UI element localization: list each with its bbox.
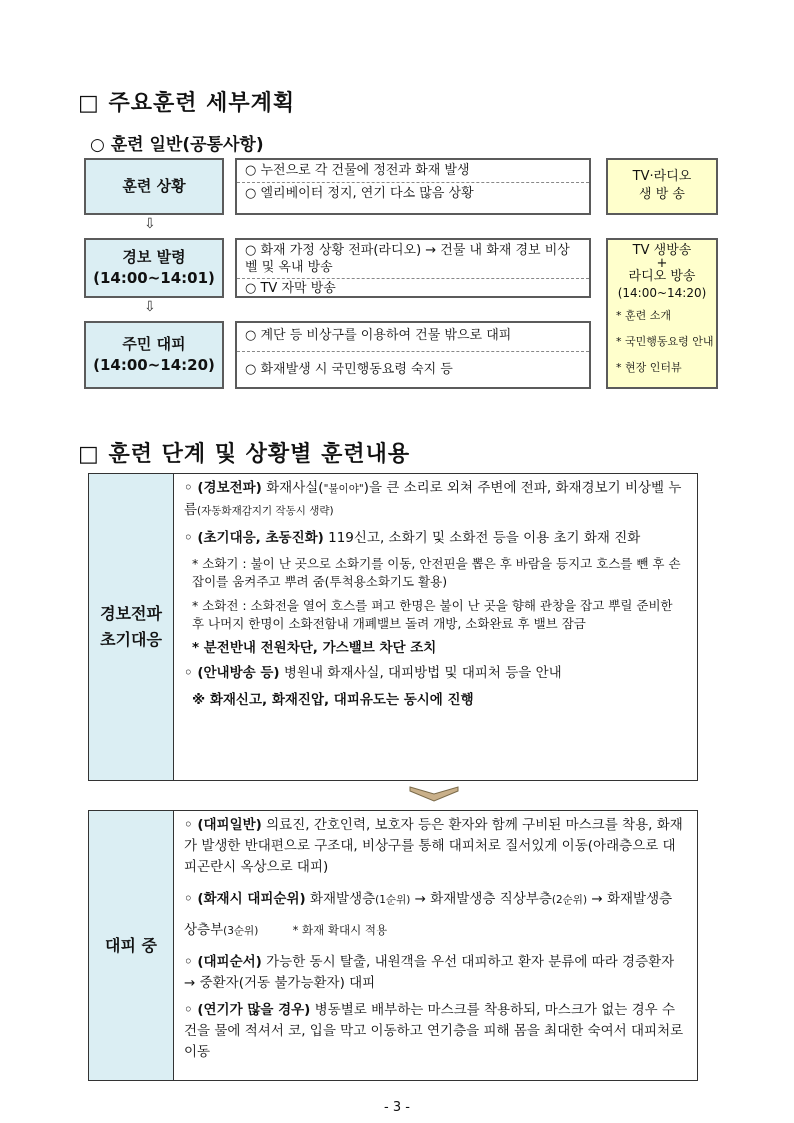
chevron-down-icon	[408, 785, 460, 803]
broadcast-time: (14:00~14:20)	[617, 286, 707, 301]
label-time: (14:00~14:01)	[93, 269, 215, 287]
list-item: ◦ (경보전파) 화재사실("불이야")을 큰 소리로 외쳐 주변에 전파, 화재경보기 비상벨 누름(자동화재감지기 작동시 생략)	[184, 480, 682, 518]
list-item: ◦ (안내방송 등) 병원내 화재사실, 대피방법 및 대피처 등을 안내	[184, 665, 562, 681]
broadcast-note: * 국민행동요령 안내	[616, 335, 714, 349]
broadcast-note: * 훈련 소개	[616, 309, 671, 323]
block1-label-line2: 초기대응	[100, 630, 162, 649]
alarm-initial-response-table	[88, 473, 698, 781]
list-item: ○ 화재 가정 상황 전파(라디오) → 건물 내 화재 경보 비상벨 및 옥내 방송	[245, 243, 570, 275]
list-item: ◦ (대피순서) 가능한 동시 탈출, 내원객을 우선 대피하고 환자 분류에 따라 경증환자 → 중환자(거동 불가능환자) 대피	[184, 954, 675, 991]
label-text: 경보 발령	[122, 248, 186, 266]
block2-label: 대피 중	[89, 811, 174, 1081]
label-evacuation	[84, 321, 224, 389]
content-evacuation	[235, 321, 591, 389]
content-alarm	[235, 238, 591, 298]
label-text: 훈련 상황	[122, 177, 186, 195]
block2-content	[174, 811, 698, 1081]
tv-line2: 생 방 송	[639, 186, 685, 202]
bold-note: * 분전반내 전원차단, 가스밸브 차단 조치	[192, 640, 437, 656]
block1-label	[89, 474, 174, 781]
list-item: ◦ (화재시 대피순위) 화재발생층(1순위) → 화재발생층 직상부층(2순위) → 화재발생층 상층부(3순위) * 화재 확대시 적용	[184, 891, 673, 938]
list-item: ◦ (대피일반) 의료진, 간호인력, 보호자 등은 환자와 함께 구비된 마스크를 착용, 화재가 발생한 반대편으로 구조대, 비상구를 통해 대피처로 질서있게 이동(아래층으로 대피곤란시 옥상으로 대피)	[184, 817, 683, 875]
broadcast-plus: +	[656, 255, 668, 271]
label-text: 주민 대피	[122, 335, 186, 353]
list-item: ○ 계단 등 비상구를 이용하여 건물 밖으로 대피	[245, 328, 512, 343]
label-time: (14:00~14:20)	[93, 356, 215, 374]
label-alarm	[84, 238, 224, 298]
section1-title: □ 주요훈련 세부계획	[78, 91, 296, 116]
during-evacuation-table	[88, 810, 698, 1081]
content-training-situation	[235, 158, 591, 215]
broadcast-note: * 현장 인터뷰	[616, 361, 682, 375]
list-item: ○ 화재발생 시 국민행동요령 숙지 등	[237, 351, 589, 381]
list-item: ◦ (초기대응, 초동진화) 119신고, 소화기 및 소화전 등을 이용 초기 화재 진화	[184, 530, 641, 546]
note-item: * 소화기 : 불이 난 곳으로 소화기를 이동, 안전핀을 뽑은 후 바람을 등지고 호스를 뺀 후 손잡이를 움켜주고 뿌려 줌(투척용소화기도 활용)	[192, 556, 681, 589]
section1-subtitle: ○ 훈련 일반(공통사항)	[90, 135, 264, 155]
page-number: - 3 -	[384, 1100, 410, 1115]
block1-label-line1: 경보전파	[100, 604, 162, 624]
label-training-situation	[84, 158, 224, 215]
remark: ※ 화재신고, 화재진압, 대피유도는 동시에 진행	[192, 692, 474, 708]
section2-title: □ 훈련 단계 및 상황별 훈련내용	[78, 442, 411, 467]
list-item: ○ TV 자막 방송	[237, 278, 589, 299]
broadcast-line1: TV 생방송	[632, 243, 692, 258]
tv-line1: TV·라디오	[632, 169, 692, 184]
list-item: ◦ (연기가 많을 경우) 병동별로 배부하는 마스크를 착용하되, 마스크가 없는 경우 수건을 물에 적셔서 코, 입을 막고 이동하고 연기층을 피해 몸을 최대한 숙여서 대피처로 이동	[184, 1002, 684, 1060]
broadcast-line3: 라디오 방송	[628, 268, 696, 284]
list-item: ○ 누전으로 각 건물에 정전과 화재 발생	[245, 163, 470, 178]
tv-radio-box	[606, 158, 718, 215]
broadcast-box	[606, 238, 718, 389]
down-arrow-icon: ⇩	[144, 299, 156, 315]
down-arrow-icon: ⇩	[144, 216, 156, 232]
block1-content	[174, 474, 698, 781]
note-item: * 소화전 : 소화전을 열어 호스를 펴고 한명은 불이 난 곳을 향해 관창을 잡고 뿌릴 준비한 후 나머지 한명이 소화전함내 개폐밸브 돌려 개방, 소화완료 후 밸브 잠금	[192, 598, 673, 631]
list-item: ○ 엘리베이터 정지, 연기 다소 많음 상황	[237, 182, 589, 205]
